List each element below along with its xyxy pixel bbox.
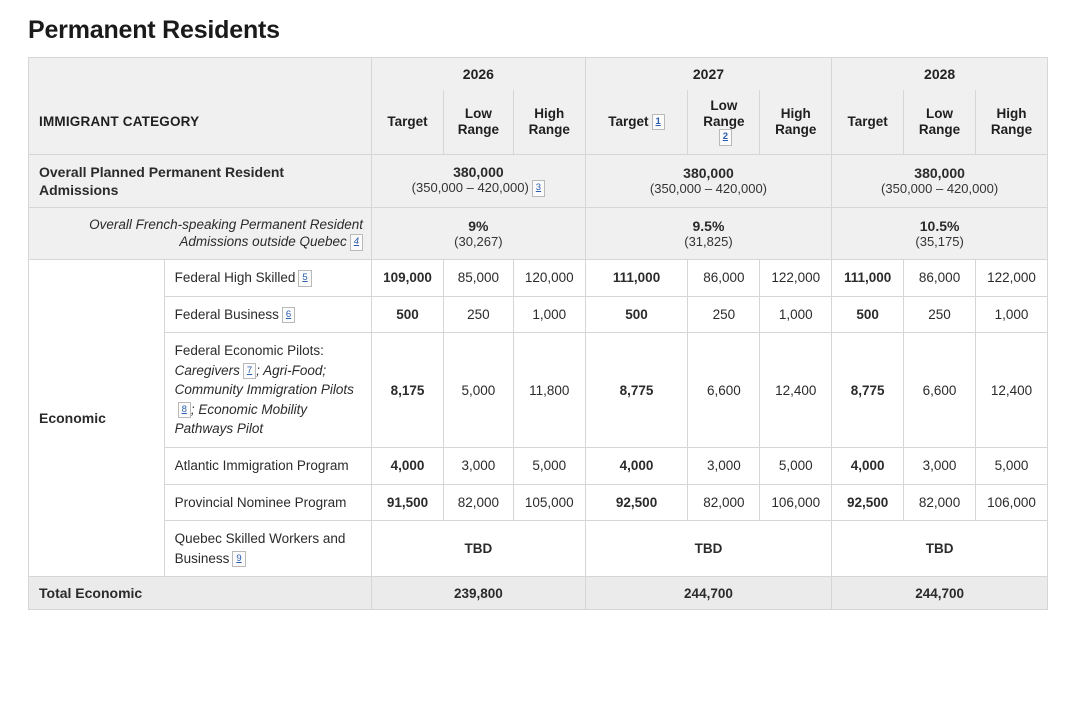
pnp-2027-high: 106,000 bbox=[760, 484, 832, 521]
overall-2026-target: 380,000 bbox=[453, 164, 504, 181]
header-2027-high-range: High Range bbox=[760, 90, 832, 154]
header-year-2027: 2027 bbox=[585, 58, 832, 91]
aip-2026-high: 5,000 bbox=[513, 447, 585, 484]
header-immigrant-category: IMMIGRANT CATEGORY bbox=[29, 90, 372, 154]
table-row-provincial-nominee-program bbox=[29, 484, 1048, 521]
qsw-2026-tbd: TBD bbox=[372, 521, 586, 577]
footnote-link-4[interactable]: 4 bbox=[350, 234, 363, 251]
table-row-atlantic-immigration-program bbox=[29, 447, 1048, 484]
overall-2026-range bbox=[382, 180, 575, 197]
row-label-text: Federal Business bbox=[174, 306, 279, 322]
row-label-text: Federal High Skilled bbox=[174, 270, 296, 285]
fep-2028-target: 8,775 bbox=[832, 333, 904, 448]
fhs-2026-low: 85,000 bbox=[443, 260, 513, 297]
row-label-federal-economic-pilots bbox=[164, 333, 371, 448]
fb-2027-high: 1,000 bbox=[760, 296, 832, 333]
qsw-2027-tbd: TBD bbox=[585, 521, 832, 577]
fb-2028-low: 250 bbox=[904, 296, 976, 333]
range-text: (350,000 – 420,000) bbox=[411, 180, 529, 196]
fhs-2026-target: 109,000 bbox=[372, 260, 444, 297]
pilots-label-part4: ; Economic Mobility Pathways Pilot bbox=[174, 401, 308, 437]
qsw-2028-tbd: TBD bbox=[832, 521, 1048, 577]
footnote-link-1[interactable]: 1 bbox=[652, 114, 665, 131]
footnote-link-5[interactable]: 5 bbox=[298, 270, 311, 287]
french-2027 bbox=[585, 207, 832, 259]
header-year-2026: 2026 bbox=[372, 58, 586, 91]
footnote-link-3[interactable]: 3 bbox=[532, 180, 545, 197]
fep-2026-low: 5,000 bbox=[443, 333, 513, 448]
fb-2026-target: 500 bbox=[372, 296, 444, 333]
fb-2027-low: 250 bbox=[688, 296, 760, 333]
header-label: Target bbox=[847, 114, 888, 129]
french-2027-count: (31,825) bbox=[684, 233, 733, 249]
pnp-2028-high: 106,000 bbox=[976, 484, 1048, 521]
aip-2028-target: 4,000 bbox=[832, 447, 904, 484]
pnp-2028-low: 82,000 bbox=[904, 484, 976, 521]
french-2028-count: (35,175) bbox=[915, 233, 964, 249]
fb-2026-high: 1,000 bbox=[513, 296, 585, 333]
overall-2026 bbox=[372, 154, 586, 207]
pilots-label-caregivers: Caregivers bbox=[174, 362, 240, 378]
french-2026-pct: 9% bbox=[468, 217, 489, 234]
fep-2027-high: 12,400 bbox=[760, 333, 832, 448]
overall-2028 bbox=[832, 154, 1048, 207]
table-row-federal-business bbox=[29, 296, 1048, 333]
overall-2027-range: (350,000 – 420,000) bbox=[649, 181, 768, 197]
fep-2027-low: 6,600 bbox=[688, 333, 760, 448]
aip-2027-high: 5,000 bbox=[760, 447, 832, 484]
french-2026-count: (30,267) bbox=[454, 233, 503, 249]
row-label-atlantic: Atlantic Immigration Program bbox=[164, 447, 371, 484]
row-label-provincial-nominee: Provincial Nominee Program bbox=[164, 484, 371, 521]
header-2026-low-range: Low Range bbox=[443, 90, 513, 154]
table-header-subcolumns bbox=[29, 90, 1048, 154]
header-label: Target bbox=[387, 114, 428, 129]
page-title: Permanent Residents bbox=[28, 16, 280, 44]
aip-2026-low: 3,000 bbox=[443, 447, 513, 484]
row-label-federal-high-skilled bbox=[164, 260, 371, 297]
pnp-2027-target: 92,500 bbox=[585, 484, 688, 521]
fep-2028-low: 6,600 bbox=[904, 333, 976, 448]
row-label-federal-business bbox=[164, 296, 371, 333]
aip-2028-high: 5,000 bbox=[976, 447, 1048, 484]
total-economic-2028: 244,700 bbox=[832, 577, 1048, 610]
fb-2028-high: 1,000 bbox=[976, 296, 1048, 333]
fhs-2027-high: 122,000 bbox=[760, 260, 832, 297]
fhs-2027-target: 111,000 bbox=[585, 260, 688, 297]
fhs-2028-low: 86,000 bbox=[904, 260, 976, 297]
french-2028-pct: 10.5% bbox=[919, 217, 960, 234]
header-year-2028: 2028 bbox=[832, 58, 1048, 91]
fhs-2028-high: 122,000 bbox=[976, 260, 1048, 297]
french-2028 bbox=[832, 207, 1048, 259]
fep-2028-high: 12,400 bbox=[976, 333, 1048, 448]
header-2026-high-range: High Range bbox=[513, 90, 585, 154]
total-economic-2026: 239,800 bbox=[372, 577, 586, 610]
table-row-federal-high-skilled bbox=[29, 260, 1048, 297]
pnp-2026-high: 105,000 bbox=[513, 484, 585, 521]
row-label-overall: Overall Planned Permanent Resident Admissions bbox=[29, 154, 372, 207]
category-economic: Economic bbox=[29, 260, 165, 577]
header-2028-low-range: Low Range bbox=[904, 90, 976, 154]
aip-2027-low: 3,000 bbox=[688, 447, 760, 484]
overall-2027-target: 380,000 bbox=[683, 165, 734, 182]
fhs-2026-high: 120,000 bbox=[513, 260, 585, 297]
fep-2026-target: 8,175 bbox=[372, 333, 444, 448]
permanent-residents-table bbox=[28, 57, 1048, 610]
fep-2026-high: 11,800 bbox=[513, 333, 585, 448]
pnp-2026-target: 91,500 bbox=[372, 484, 444, 521]
footnote-link-6[interactable]: 6 bbox=[282, 307, 295, 324]
footnote-link-7[interactable]: 7 bbox=[243, 363, 256, 380]
fhs-2027-low: 86,000 bbox=[688, 260, 760, 297]
overall-2028-range: (350,000 – 420,000) bbox=[881, 181, 999, 197]
row-label-french bbox=[29, 207, 372, 259]
aip-2028-low: 3,000 bbox=[904, 447, 976, 484]
fep-2027-target: 8,775 bbox=[585, 333, 688, 448]
overall-2028-target: 380,000 bbox=[914, 165, 965, 182]
table-row-quebec-skilled-workers bbox=[29, 521, 1048, 577]
total-economic-2027: 244,700 bbox=[585, 577, 832, 610]
header-2026-target bbox=[372, 90, 444, 154]
fb-2027-target: 500 bbox=[585, 296, 688, 333]
table-row-overall-admissions bbox=[29, 154, 1048, 207]
aip-2027-target: 4,000 bbox=[585, 447, 688, 484]
row-label-quebec-skilled bbox=[164, 521, 371, 577]
footnote-link-2[interactable]: 2 bbox=[719, 129, 732, 146]
fb-2028-target: 500 bbox=[832, 296, 904, 333]
row-label-text: Quebec Skilled Workers and Business bbox=[174, 531, 346, 566]
header-blank-cell bbox=[29, 58, 372, 91]
french-2026 bbox=[372, 207, 586, 259]
table-row-french-speaking bbox=[29, 207, 1048, 259]
header-2028-high-range: High Range bbox=[976, 90, 1048, 154]
table-row-federal-economic-pilots bbox=[29, 333, 1048, 448]
table-row-total-economic bbox=[29, 577, 1048, 610]
footnote-link-8[interactable]: 8 bbox=[178, 402, 191, 419]
overall-2027 bbox=[585, 154, 832, 207]
fb-2026-low: 250 bbox=[443, 296, 513, 333]
fhs-2028-target: 111,000 bbox=[832, 260, 904, 297]
header-label: Target bbox=[608, 113, 649, 129]
pilots-label-part3: ; Agri-Food; Community Immigration Pilots bbox=[174, 362, 354, 398]
row-label-text: Overall French-speaking Permanent Resident Admissions outside Quebec bbox=[89, 216, 364, 250]
pnp-2028-target: 92,500 bbox=[832, 484, 904, 521]
aip-2026-target: 4,000 bbox=[372, 447, 444, 484]
footnote-link-9[interactable]: 9 bbox=[232, 551, 245, 568]
table-header-years bbox=[29, 58, 1048, 91]
row-label-total-economic: Total Economic bbox=[29, 577, 372, 610]
pnp-2027-low: 82,000 bbox=[688, 484, 760, 521]
header-2027-low-range: Low Range $^2$ bbox=[688, 90, 760, 154]
pilots-label-part1: Federal Economic Pilots: bbox=[174, 343, 324, 359]
header-2027-target bbox=[585, 90, 688, 154]
french-2027-pct: 9.5% bbox=[692, 217, 725, 234]
pnp-2026-low: 82,000 bbox=[443, 484, 513, 521]
header-2028-target bbox=[832, 90, 904, 154]
